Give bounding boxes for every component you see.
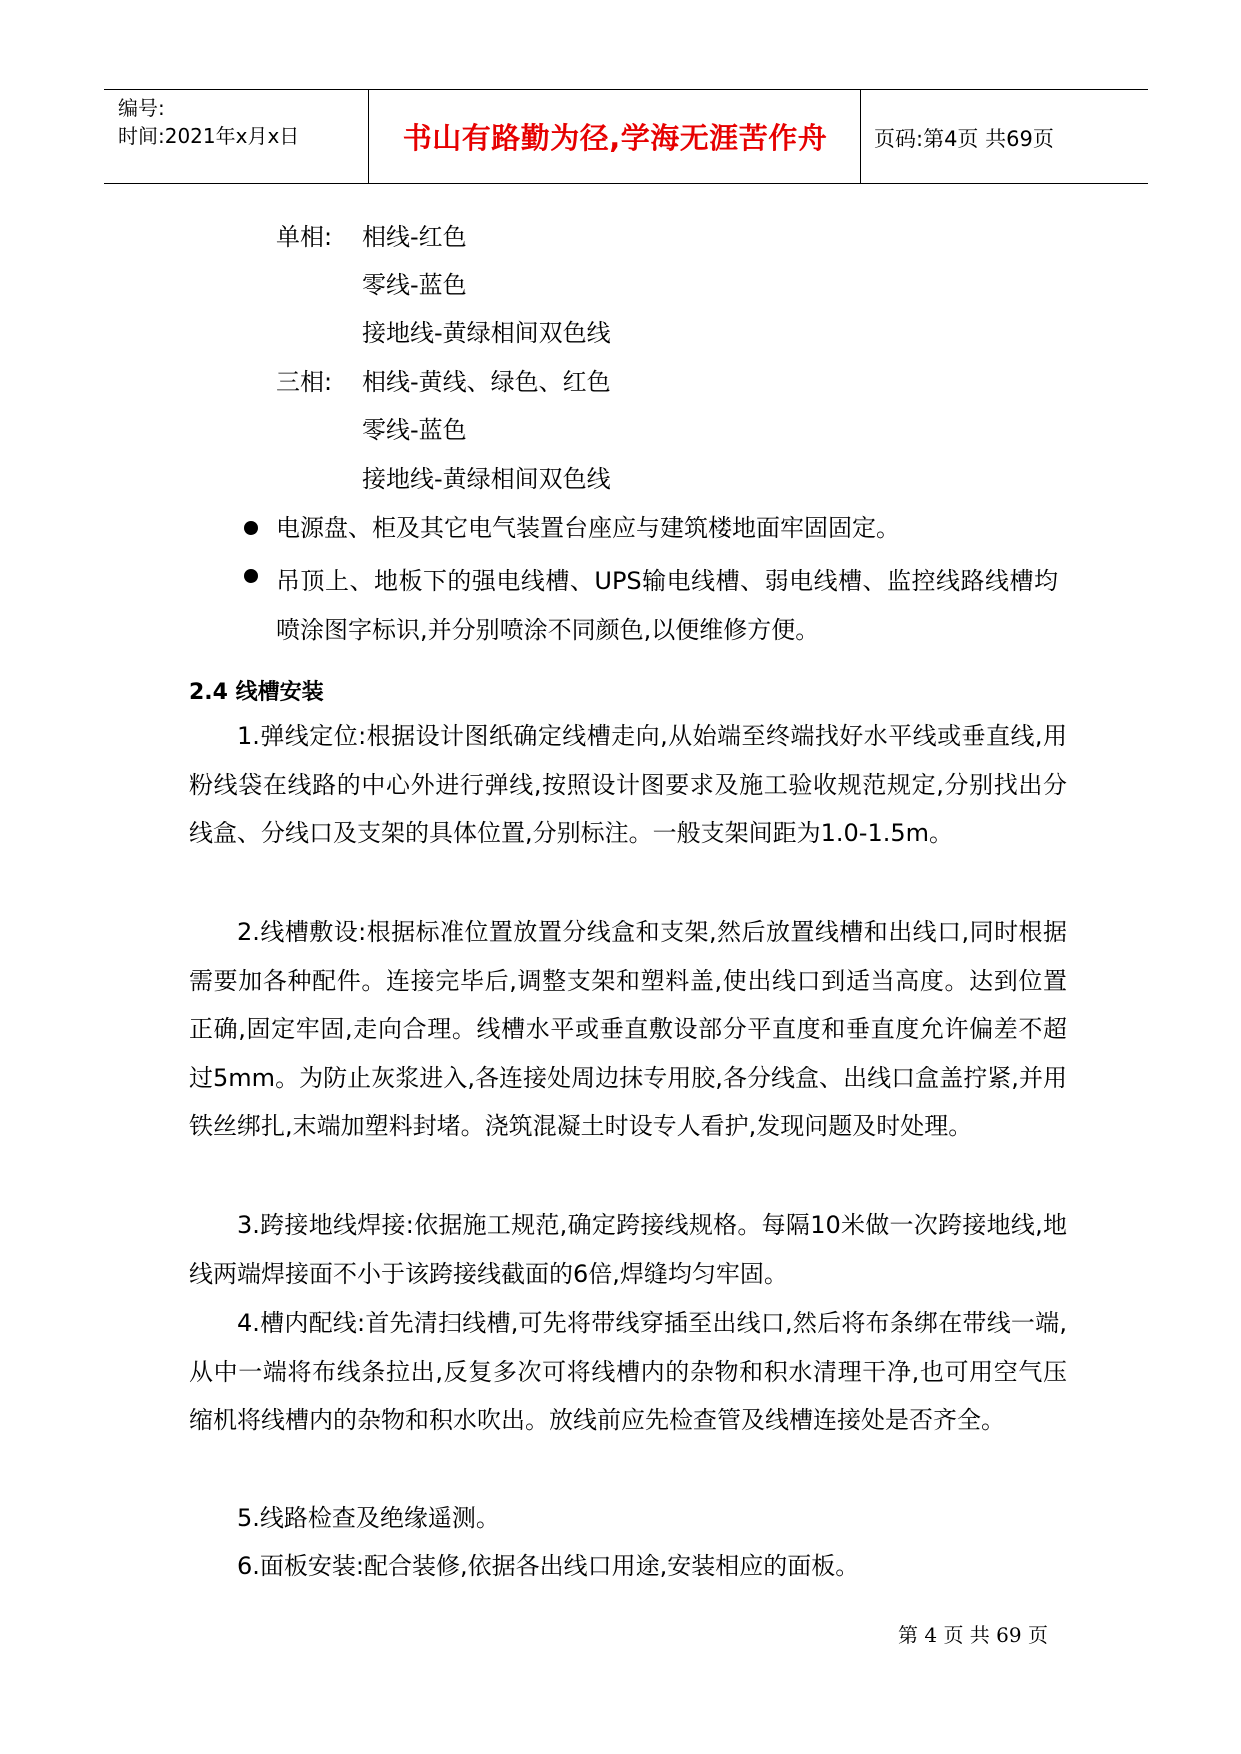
paragraph-3: 3.跨接地线焊接:依据施工规范,确定跨接线规格。每隔10米做一次跨接地线,地线两端焊接面不小于该跨接线截面的6倍,焊缝均匀牢固。 bbox=[189, 1211, 1067, 1288]
paragraph-5: 5.线路检查及绝缘遥测。 bbox=[237, 1504, 500, 1532]
paragraph-4: 4.槽内配线:首先清扫线槽,可先将带线穿插至出线口,然后将布条绑在带线一端,从中一端将布线条拉出,反复多次可将线槽内的杂物和积水清理干净,也可用空气压缩机将线槽内的杂物和积水吹出。放线前应先检查管及线槽连接处是否齐全。 bbox=[189, 1309, 1067, 1435]
header-meta bbox=[118, 94, 368, 150]
header-divider-right bbox=[860, 90, 861, 183]
header-motto: 书山有路勤为径,学海无涯苦作舟 bbox=[402, 121, 828, 155]
single-phase-line-1: 相线-红色 bbox=[362, 223, 467, 251]
single-phase-label: 单相: bbox=[276, 223, 333, 251]
single-phase-line-2: 零线-蓝色 bbox=[362, 271, 467, 299]
bullet-dot-icon bbox=[244, 521, 258, 535]
bullet-item-1: 电源盘、柜及其它电气装置台座应与建筑楼地面牢固固定。 bbox=[276, 514, 900, 542]
section-heading: 2.4 线槽安装 bbox=[189, 680, 324, 705]
paragraph-2: 2.线槽敷设:根据标准位置放置分线盒和支架,然后放置线槽和出线口,同时根据需要加各种配件。连接完毕后,调整支架和塑料盖,使出线口到适当高度。达到位置正确,固定牢固,走向合理。线槽水平或垂直敷设部分平直度和垂直度允许偏差不超过5mm。为防止灰浆进入,各连接处周边抹专用胶,各分线盒、出线口盒盖拧紧,并用铁丝绑扎,末端加塑料封堵。浇筑混凝土时设专人看护,发现问题及时处理。 bbox=[189, 918, 1067, 1141]
time-label: 时间:2021年x月x日 bbox=[118, 124, 300, 148]
doc-number-label: 编号: bbox=[118, 96, 165, 120]
paragraph-1: 1.弹线定位:根据设计图纸确定线槽走向,从始端至终端找好水平线或垂直线,用粉线袋在线路的中心外进行弹线,按照设计图要求及施工验收规范规定,分别找出分线盒、分线口及支架的具体位置,分别标注。一般支架间距为1.0-1.5m。 bbox=[189, 722, 1067, 848]
bullet-dot-icon bbox=[244, 569, 258, 583]
header-page-number: 页码:第4页 共69页 bbox=[874, 127, 1054, 151]
page-header bbox=[104, 89, 1148, 184]
three-phase-line-2: 零线-蓝色 bbox=[362, 416, 467, 444]
three-phase-label: 三相: bbox=[276, 368, 333, 396]
header-divider-left bbox=[368, 90, 369, 183]
bullet-item-2: 吊顶上、地板下的强电线槽、UPS输电线槽、弱电线槽、监控线路线槽均喷涂图字标识,并分别喷涂不同颜色,以便维修方便。 bbox=[276, 567, 1058, 644]
single-phase-line-3: 接地线-黄绿相间双色线 bbox=[362, 319, 611, 347]
three-phase-line-3: 接地线-黄绿相间双色线 bbox=[362, 465, 611, 493]
page-footer: 第 4 页 共 69 页 bbox=[898, 1623, 1048, 1647]
paragraph-6: 6.面板安装:配合装修,依据各出线口用途,安装相应的面板。 bbox=[237, 1552, 860, 1580]
three-phase-line-1: 相线-黄线、绿色、红色 bbox=[362, 368, 611, 396]
